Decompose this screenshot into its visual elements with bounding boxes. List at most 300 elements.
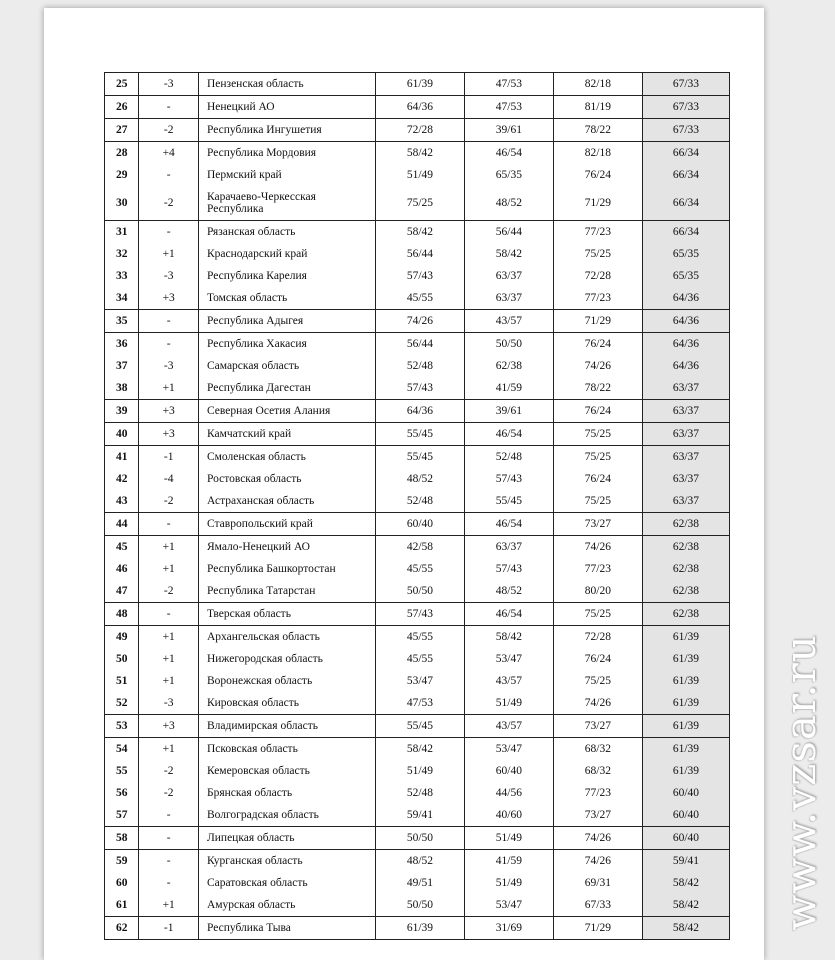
table-row: [105, 715, 730, 738]
value-col2-cell: 51/49: [464, 692, 553, 715]
value-col3-cell: 72/28: [553, 626, 642, 649]
change-cell: +1: [139, 536, 199, 559]
region-cell: Смоленская область: [198, 446, 375, 469]
region-cell: Республика Татарстан: [198, 580, 375, 603]
change-cell: -2: [139, 782, 199, 804]
total-cell: 63/37: [642, 446, 729, 469]
table-row: [105, 670, 730, 692]
region-cell: Ростовская область: [198, 468, 375, 490]
value-col1-cell: 48/52: [375, 468, 464, 490]
region-cell: Астраханская область: [198, 490, 375, 513]
value-col1-cell: 45/55: [375, 648, 464, 670]
table-row: [105, 648, 730, 670]
table-row: [105, 782, 730, 804]
value-col3-cell: 76/24: [553, 648, 642, 670]
change-cell: -: [139, 333, 199, 356]
value-col2-cell: 53/47: [464, 648, 553, 670]
total-cell: 62/38: [642, 580, 729, 603]
region-cell: Республика Ингушетия: [198, 119, 375, 142]
region-cell: Амурская область: [198, 894, 375, 917]
table-row: [105, 626, 730, 649]
value-col1-cell: 55/45: [375, 446, 464, 469]
total-cell: 63/37: [642, 423, 729, 446]
value-col3-cell: 77/23: [553, 221, 642, 244]
value-col2-cell: 39/61: [464, 400, 553, 423]
table-row: [105, 287, 730, 310]
value-col3-cell: 75/25: [553, 423, 642, 446]
table-row: [105, 400, 730, 423]
change-cell: +1: [139, 738, 199, 761]
region-cell: Краснодарский край: [198, 243, 375, 265]
total-cell: 61/39: [642, 648, 729, 670]
value-col3-cell: 81/19: [553, 96, 642, 119]
region-cell: Ненецкий АО: [198, 96, 375, 119]
value-col3-cell: 80/20: [553, 580, 642, 603]
table-row: [105, 164, 730, 186]
total-cell: 59/41: [642, 850, 729, 873]
total-cell: 64/36: [642, 333, 729, 356]
region-cell: Республика Тыва: [198, 917, 375, 940]
rank-cell: 57: [105, 804, 139, 827]
value-col2-cell: 39/61: [464, 119, 553, 142]
region-cell: Кемеровская область: [198, 760, 375, 782]
region-cell: Нижегородская область: [198, 648, 375, 670]
value-col3-cell: 71/29: [553, 310, 642, 333]
value-col3-cell: 78/22: [553, 377, 642, 400]
change-cell: -2: [139, 186, 199, 221]
value-col3-cell: 67/33: [553, 894, 642, 917]
rank-cell: 28: [105, 142, 139, 165]
value-col3-cell: 77/23: [553, 287, 642, 310]
table-row: [105, 850, 730, 873]
value-col1-cell: 58/42: [375, 738, 464, 761]
region-cell: Воронежская область: [198, 670, 375, 692]
value-col1-cell: 47/53: [375, 692, 464, 715]
rank-cell: 40: [105, 423, 139, 446]
change-cell: -: [139, 804, 199, 827]
watermark: [770, 612, 830, 952]
region-cell: Саратовская область: [198, 872, 375, 894]
table-row: [105, 377, 730, 400]
rank-cell: 26: [105, 96, 139, 119]
table-row: [105, 692, 730, 715]
region-cell: Архангельская область: [198, 626, 375, 649]
value-col3-cell: 71/29: [553, 186, 642, 221]
total-cell: 63/37: [642, 468, 729, 490]
value-col2-cell: 57/43: [464, 558, 553, 580]
table-row: [105, 119, 730, 142]
total-cell: 65/35: [642, 265, 729, 287]
rank-cell: 56: [105, 782, 139, 804]
rank-cell: 48: [105, 603, 139, 626]
region-cell: Ставропольский край: [198, 513, 375, 536]
value-col2-cell: 57/43: [464, 468, 553, 490]
rank-cell: 32: [105, 243, 139, 265]
value-col1-cell: 50/50: [375, 894, 464, 917]
region-cell: Волгоградская область: [198, 804, 375, 827]
value-col1-cell: 57/43: [375, 603, 464, 626]
change-cell: +1: [139, 377, 199, 400]
value-col2-cell: 63/37: [464, 536, 553, 559]
table-row: [105, 558, 730, 580]
total-cell: 60/40: [642, 827, 729, 850]
table-row: [105, 333, 730, 356]
change-cell: +1: [139, 626, 199, 649]
value-col3-cell: 74/26: [553, 692, 642, 715]
total-cell: 64/36: [642, 310, 729, 333]
value-col3-cell: 77/23: [553, 558, 642, 580]
value-col3-cell: 75/25: [553, 670, 642, 692]
value-col1-cell: 52/48: [375, 782, 464, 804]
rank-cell: 55: [105, 760, 139, 782]
value-col2-cell: 53/47: [464, 738, 553, 761]
region-cell: Северная Осетия Алания: [198, 400, 375, 423]
value-col2-cell: 46/54: [464, 142, 553, 165]
value-col1-cell: 45/55: [375, 558, 464, 580]
rank-cell: 58: [105, 827, 139, 850]
rank-cell: 49: [105, 626, 139, 649]
value-col3-cell: 77/23: [553, 782, 642, 804]
total-cell: 64/36: [642, 287, 729, 310]
total-cell: 66/34: [642, 164, 729, 186]
value-col3-cell: 82/18: [553, 73, 642, 96]
total-cell: 64/36: [642, 355, 729, 377]
value-col2-cell: 53/47: [464, 894, 553, 917]
value-col3-cell: 74/26: [553, 850, 642, 873]
region-cell: Томская область: [198, 287, 375, 310]
table-row: [105, 73, 730, 96]
table-row: [105, 738, 730, 761]
region-cell: Кировская область: [198, 692, 375, 715]
value-col3-cell: 73/27: [553, 715, 642, 738]
value-col1-cell: 52/48: [375, 490, 464, 513]
value-col2-cell: 63/37: [464, 287, 553, 310]
value-col1-cell: 42/58: [375, 536, 464, 559]
rank-cell: 36: [105, 333, 139, 356]
rank-cell: 33: [105, 265, 139, 287]
total-cell: 67/33: [642, 96, 729, 119]
value-col1-cell: 74/26: [375, 310, 464, 333]
region-cell: Республика Адыгея: [198, 310, 375, 333]
change-cell: -3: [139, 73, 199, 96]
table-row: [105, 490, 730, 513]
rank-cell: 52: [105, 692, 139, 715]
change-cell: -4: [139, 468, 199, 490]
table-row: [105, 804, 730, 827]
table-row: [105, 243, 730, 265]
value-col3-cell: 69/31: [553, 872, 642, 894]
value-col1-cell: 49/51: [375, 872, 464, 894]
change-cell: -2: [139, 119, 199, 142]
value-col1-cell: 61/39: [375, 917, 464, 940]
value-col3-cell: 76/24: [553, 468, 642, 490]
rank-cell: 61: [105, 894, 139, 917]
total-cell: 61/39: [642, 715, 729, 738]
total-cell: 62/38: [642, 536, 729, 559]
value-col3-cell: 71/29: [553, 917, 642, 940]
total-cell: 62/38: [642, 558, 729, 580]
total-cell: 62/38: [642, 513, 729, 536]
table-row: [105, 446, 730, 469]
table-row: [105, 580, 730, 603]
change-cell: +1: [139, 670, 199, 692]
change-cell: -: [139, 221, 199, 244]
rank-cell: 37: [105, 355, 139, 377]
value-col1-cell: 55/45: [375, 715, 464, 738]
value-col1-cell: 56/44: [375, 243, 464, 265]
value-col2-cell: 46/54: [464, 423, 553, 446]
table-row: [105, 142, 730, 165]
total-cell: 60/40: [642, 804, 729, 827]
rank-cell: 38: [105, 377, 139, 400]
value-col1-cell: 55/45: [375, 423, 464, 446]
region-cell: Пензенская область: [198, 73, 375, 96]
table-row: [105, 536, 730, 559]
table-row: [105, 760, 730, 782]
value-col1-cell: 64/36: [375, 400, 464, 423]
value-col2-cell: 40/60: [464, 804, 553, 827]
change-cell: -2: [139, 580, 199, 603]
rank-cell: 59: [105, 850, 139, 873]
rank-cell: 43: [105, 490, 139, 513]
value-col2-cell: 56/44: [464, 221, 553, 244]
change-cell: -: [139, 827, 199, 850]
value-col2-cell: 41/59: [464, 850, 553, 873]
value-col1-cell: 45/55: [375, 287, 464, 310]
rank-cell: 35: [105, 310, 139, 333]
value-col2-cell: 43/57: [464, 715, 553, 738]
change-cell: +3: [139, 423, 199, 446]
value-col2-cell: 65/35: [464, 164, 553, 186]
value-col2-cell: 50/50: [464, 333, 553, 356]
change-cell: -: [139, 872, 199, 894]
total-cell: 62/38: [642, 603, 729, 626]
value-col3-cell: 82/18: [553, 142, 642, 165]
region-cell: Ямало-Ненецкий АО: [198, 536, 375, 559]
total-cell: 66/34: [642, 186, 729, 221]
table-row: [105, 310, 730, 333]
value-col2-cell: 60/40: [464, 760, 553, 782]
value-col1-cell: 51/49: [375, 164, 464, 186]
value-col3-cell: 74/26: [553, 827, 642, 850]
value-col3-cell: 76/24: [553, 333, 642, 356]
value-col3-cell: 75/25: [553, 490, 642, 513]
rank-cell: 60: [105, 872, 139, 894]
value-col2-cell: 51/49: [464, 872, 553, 894]
rank-cell: 29: [105, 164, 139, 186]
total-cell: 58/42: [642, 894, 729, 917]
rank-cell: 34: [105, 287, 139, 310]
region-cell: Республика Башкортостан: [198, 558, 375, 580]
value-col1-cell: 57/43: [375, 377, 464, 400]
region-cell: Брянская область: [198, 782, 375, 804]
total-cell: 67/33: [642, 119, 729, 142]
region-cell: Самарская область: [198, 355, 375, 377]
change-cell: +1: [139, 648, 199, 670]
table-row: [105, 221, 730, 244]
rank-cell: 30: [105, 186, 139, 221]
total-cell: 63/37: [642, 490, 729, 513]
change-cell: -3: [139, 265, 199, 287]
value-col1-cell: 60/40: [375, 513, 464, 536]
total-cell: 67/33: [642, 73, 729, 96]
region-cell: Липецкая область: [198, 827, 375, 850]
value-col2-cell: 31/69: [464, 917, 553, 940]
rank-cell: 39: [105, 400, 139, 423]
table-row: [105, 894, 730, 917]
region-cell: Владимирская область: [198, 715, 375, 738]
value-col2-cell: 47/53: [464, 73, 553, 96]
value-col2-cell: 63/37: [464, 265, 553, 287]
table-row: [105, 513, 730, 536]
change-cell: -: [139, 513, 199, 536]
region-cell: Республика Дагестан: [198, 377, 375, 400]
region-cell: Карачаево-Черкесская Республика: [198, 186, 375, 221]
value-col2-cell: 55/45: [464, 490, 553, 513]
value-col3-cell: 76/24: [553, 400, 642, 423]
value-col1-cell: 58/42: [375, 221, 464, 244]
rank-cell: 31: [105, 221, 139, 244]
change-cell: +1: [139, 558, 199, 580]
value-col1-cell: 72/28: [375, 119, 464, 142]
change-cell: +3: [139, 400, 199, 423]
value-col2-cell: 52/48: [464, 446, 553, 469]
value-col3-cell: 68/32: [553, 760, 642, 782]
value-col3-cell: 75/25: [553, 603, 642, 626]
change-cell: +4: [139, 142, 199, 165]
value-col1-cell: 45/55: [375, 626, 464, 649]
rank-cell: 46: [105, 558, 139, 580]
value-col1-cell: 56/44: [375, 333, 464, 356]
change-cell: +3: [139, 715, 199, 738]
value-col2-cell: 58/42: [464, 626, 553, 649]
value-col2-cell: 47/53: [464, 96, 553, 119]
watermark-text: www.vzsar.ru: [775, 633, 825, 931]
total-cell: 66/34: [642, 221, 729, 244]
value-col1-cell: 50/50: [375, 827, 464, 850]
change-cell: +1: [139, 894, 199, 917]
value-col1-cell: 59/41: [375, 804, 464, 827]
value-col2-cell: 41/59: [464, 377, 553, 400]
total-cell: 61/39: [642, 692, 729, 715]
region-cell: Республика Карелия: [198, 265, 375, 287]
value-col3-cell: 73/27: [553, 513, 642, 536]
total-cell: 63/37: [642, 377, 729, 400]
rank-cell: 44: [105, 513, 139, 536]
change-cell: -: [139, 164, 199, 186]
value-col2-cell: 48/52: [464, 186, 553, 221]
rank-cell: 25: [105, 73, 139, 96]
rank-cell: 41: [105, 446, 139, 469]
value-col1-cell: 75/25: [375, 186, 464, 221]
change-cell: -2: [139, 760, 199, 782]
total-cell: 61/39: [642, 760, 729, 782]
table-row: [105, 423, 730, 446]
table-row: [105, 872, 730, 894]
value-col2-cell: 46/54: [464, 513, 553, 536]
value-col2-cell: 43/57: [464, 670, 553, 692]
rank-cell: 42: [105, 468, 139, 490]
rank-cell: 51: [105, 670, 139, 692]
value-col2-cell: 46/54: [464, 603, 553, 626]
total-cell: 58/42: [642, 917, 729, 940]
region-cell: Республика Хакасия: [198, 333, 375, 356]
change-cell: -1: [139, 446, 199, 469]
rank-cell: 54: [105, 738, 139, 761]
region-cell: Курганская область: [198, 850, 375, 873]
value-col2-cell: 44/56: [464, 782, 553, 804]
table-row: [105, 355, 730, 377]
ranking-table-body: [105, 73, 730, 940]
value-col3-cell: 72/28: [553, 265, 642, 287]
rank-cell: 50: [105, 648, 139, 670]
region-cell: Республика Мордовия: [198, 142, 375, 165]
value-col1-cell: 61/39: [375, 73, 464, 96]
region-cell: Рязанская область: [198, 221, 375, 244]
total-cell: 61/39: [642, 626, 729, 649]
change-cell: -3: [139, 692, 199, 715]
region-cell: Камчатский край: [198, 423, 375, 446]
value-col1-cell: 51/49: [375, 760, 464, 782]
total-cell: 65/35: [642, 243, 729, 265]
rank-cell: 53: [105, 715, 139, 738]
region-cell: Тверская область: [198, 603, 375, 626]
value-col1-cell: 52/48: [375, 355, 464, 377]
value-col3-cell: 78/22: [553, 119, 642, 142]
total-cell: 60/40: [642, 782, 729, 804]
change-cell: -3: [139, 355, 199, 377]
value-col1-cell: 57/43: [375, 265, 464, 287]
rank-cell: 47: [105, 580, 139, 603]
table-row: [105, 917, 730, 940]
total-cell: 61/39: [642, 738, 729, 761]
rank-cell: 45: [105, 536, 139, 559]
total-cell: 61/39: [642, 670, 729, 692]
region-cell: Псковская область: [198, 738, 375, 761]
table-row: [105, 96, 730, 119]
value-col2-cell: 48/52: [464, 580, 553, 603]
rank-cell: 62: [105, 917, 139, 940]
value-col3-cell: 74/26: [553, 355, 642, 377]
table-row: [105, 468, 730, 490]
change-cell: -: [139, 603, 199, 626]
change-cell: -1: [139, 917, 199, 940]
ranking-table: [104, 72, 730, 940]
rank-cell: 27: [105, 119, 139, 142]
table-row: [105, 827, 730, 850]
value-col1-cell: 64/36: [375, 96, 464, 119]
value-col3-cell: 75/25: [553, 446, 642, 469]
value-col2-cell: 62/38: [464, 355, 553, 377]
total-cell: 63/37: [642, 400, 729, 423]
table-row: [105, 265, 730, 287]
value-col3-cell: 76/24: [553, 164, 642, 186]
change-cell: +3: [139, 287, 199, 310]
total-cell: 58/42: [642, 872, 729, 894]
value-col3-cell: 68/32: [553, 738, 642, 761]
value-col2-cell: 51/49: [464, 827, 553, 850]
change-cell: -2: [139, 490, 199, 513]
change-cell: -: [139, 96, 199, 119]
value-col3-cell: 73/27: [553, 804, 642, 827]
change-cell: +1: [139, 243, 199, 265]
value-col1-cell: 58/42: [375, 142, 464, 165]
value-col2-cell: 43/57: [464, 310, 553, 333]
value-col1-cell: 50/50: [375, 580, 464, 603]
change-cell: -: [139, 310, 199, 333]
region-cell: Пермский край: [198, 164, 375, 186]
total-cell: 66/34: [642, 142, 729, 165]
